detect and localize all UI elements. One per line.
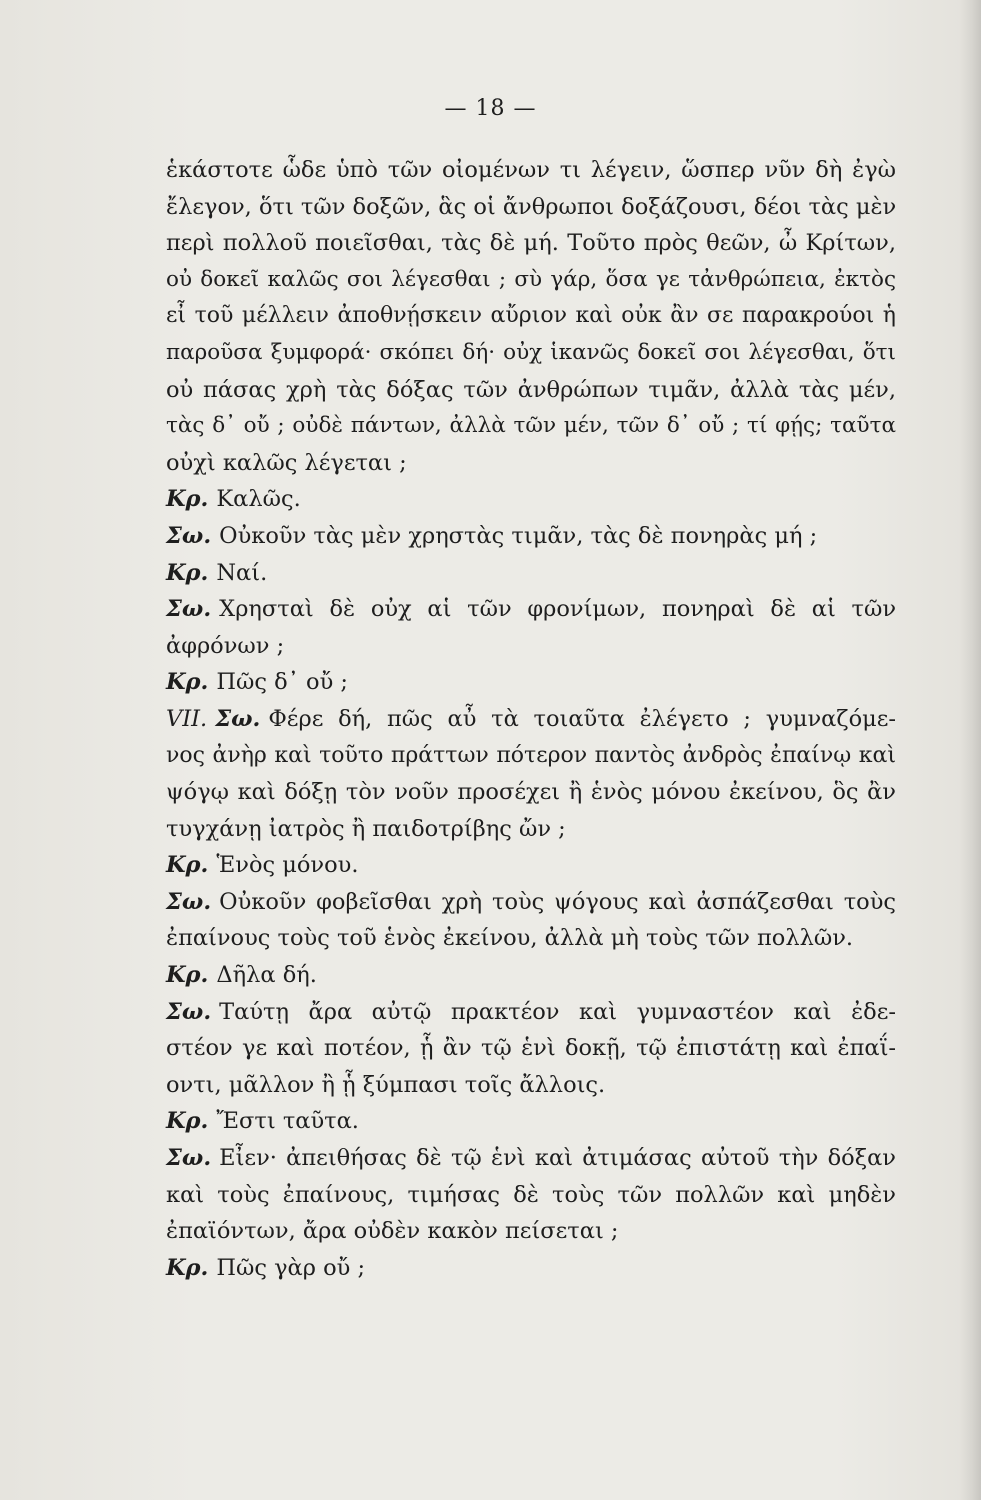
speaker-label: Κρ. xyxy=(166,559,209,586)
line-text: Δῆλα δή. xyxy=(216,962,317,989)
text-line xyxy=(166,994,896,1031)
line-text: Οὐκοῦν τὰς μὲν χρηστὰς τιμᾶν, τὰς δὲ πονηρὰς μή ; xyxy=(219,522,818,549)
line-text: Ἑνὸς μόνου. xyxy=(216,852,359,879)
text-line xyxy=(166,555,896,592)
text-line xyxy=(166,847,896,884)
chapter-number: VII. xyxy=(166,705,208,732)
text-line xyxy=(166,518,896,555)
line-text: Πῶς γὰρ οὔ ; xyxy=(216,1254,366,1281)
speaker-label: Κρ. xyxy=(166,669,209,696)
line-text: Ἔστι ταῦτα. xyxy=(216,1108,359,1135)
line-text: τὰς δ᾽ οὔ ; οὐδὲ πάντων, ἀλλὰ τῶν μέν, τῶν δ᾽ οὔ ; τί φῄς; ταῦτα xyxy=(166,413,896,439)
text-line xyxy=(166,481,896,518)
line-text: Ταύτῃ ἄρα αὐτῷ πρακτέον καὶ γυμναστέον καὶ ἐδε- xyxy=(219,998,896,1025)
line-text: ἑκάστοτε ὧδε ὑπὸ τῶν οἰομένων τι λέγειν, ὥσπερ νῦν δὴ ἐγὼ xyxy=(166,157,896,183)
speaker-label: Σω. xyxy=(166,998,212,1025)
text-line xyxy=(166,262,896,299)
line-text: παροῦσα ξυμφορά· σκόπει δή· οὐχ ἱκανῶς δοκεῖ σοι λέγεσθαι, ὅτι xyxy=(166,339,896,365)
line-text: Καλῶς. xyxy=(216,486,301,513)
page-edge-shadow xyxy=(959,0,981,1500)
line-text: οντι, μᾶλλον ἢ ᾗ ξύμπασι τοῖς ἄλλοις. xyxy=(166,1071,606,1098)
text-line xyxy=(166,1067,896,1104)
text-line xyxy=(166,1250,896,1287)
line-text: στέον γε καὶ ποτέον, ᾗ ἂν τῷ ἑνὶ δοκῇ, τῷ ἐπιστάτῃ καὶ ἐπαΐ- xyxy=(166,1035,896,1062)
text-line xyxy=(166,884,896,921)
speaker-label: Κρ. xyxy=(166,1254,209,1281)
text-line xyxy=(166,811,896,848)
speaker-label: Σω. xyxy=(166,1145,212,1172)
line-text: περὶ πολλοῦ ποιεῖσθαι, τὰς δὲ μή. Τοῦτο πρὸς θεῶν, ὦ Κρίτων, xyxy=(166,230,896,257)
text-line xyxy=(166,664,896,701)
speaker-label: Σω. xyxy=(166,522,212,549)
line-text: εἶ τοῦ μέλλειν ἀποθνῄσκειν αὔριον καὶ οὐκ ἂν σε παρακρούοι ἡ xyxy=(166,303,896,329)
text-line xyxy=(166,1213,896,1250)
line-text: καὶ τοὺς ἐπαίνους, τιμήσας δὲ τοὺς τῶν πολλῶν καὶ μηδὲν xyxy=(166,1181,896,1208)
dialogue-text xyxy=(166,152,896,1286)
line-text: οὐχὶ καλῶς λέγεται ; xyxy=(166,449,407,476)
text-line xyxy=(166,152,896,189)
line-text: Πῶς δ᾽ οὔ ; xyxy=(216,669,348,696)
line-text: οὐ δοκεῖ καλῶς σοι λέγεσθαι ; σὺ γάρ, ὅσα γε τἀνθρώπεια, ἐκτὸς xyxy=(166,266,896,292)
text-line xyxy=(166,1030,896,1067)
line-text: οὐ πάσας χρὴ τὰς δόξας τῶν ἀνθρώπων τιμᾶν, ἀλλὰ τὰς μέν, xyxy=(166,376,896,403)
text-line xyxy=(166,225,896,262)
line-text: ἐπαϊόντων, ἄρα οὐδὲν κακὸν πείσεται ; xyxy=(166,1218,619,1245)
speaker-label: Κρ. xyxy=(166,852,209,879)
line-text: ἔλεγον, ὅτι τῶν δοξῶν, ἃς οἱ ἄνθρωποι δοξάζουσι, δέοι τὰς μὲν xyxy=(166,193,897,220)
text-line xyxy=(166,408,896,445)
text-line xyxy=(166,591,896,628)
line-text: Ναί. xyxy=(216,559,268,586)
text-line xyxy=(166,628,896,665)
text-line xyxy=(166,298,896,335)
line-text: ἐπαίνους τοὺς τοῦ ἑνὸς ἐκείνου, ἀλλὰ μὴ τοὺς τῶν πολλῶν. xyxy=(166,925,854,952)
text-line xyxy=(166,335,896,372)
text-line xyxy=(166,701,896,738)
speaker-label: Κρ. xyxy=(166,486,209,513)
text-line xyxy=(166,1140,896,1177)
line-text: νος ἀνὴρ καὶ τοῦτο πράττων πότερον παντὸς ἀνδρὸς ἐπαίνῳ καὶ xyxy=(166,742,896,768)
line-text: Εἶεν· ἀπειθήσας δὲ τῷ ἑνὶ καὶ ἀτιμάσας αὐτοῦ τὴν δόξαν xyxy=(219,1145,896,1172)
line-text: ἀφρόνων ; xyxy=(166,632,285,659)
text-line xyxy=(166,372,896,409)
speaker-label: Κρ. xyxy=(166,962,209,989)
text-line xyxy=(166,1177,896,1214)
text-line xyxy=(166,189,896,226)
speaker-label: Σω. xyxy=(166,596,212,623)
text-line xyxy=(166,957,896,994)
text-line xyxy=(166,738,896,775)
line-text: τυγχάνῃ ἰατρὸς ἢ παιδοτρίβης ὤν ; xyxy=(166,815,566,842)
line-text: ψόγῳ καὶ δόξῃ τὸν νοῦν προσέχει ἢ ἑνὸς μόνου ἐκείνου, ὃς ἂν xyxy=(166,779,896,806)
text-line xyxy=(166,920,896,957)
text-line xyxy=(166,774,896,811)
speaker-label: Κρ. xyxy=(166,1108,209,1135)
text-line xyxy=(166,445,896,482)
text-line xyxy=(166,1103,896,1140)
speaker-label: Σω. xyxy=(166,888,212,915)
line-text: Οὐκοῦν φοβεῖσθαι χρὴ τοὺς ψόγους καὶ ἀσπάζεσθαι τοὺς xyxy=(219,888,896,915)
line-text: Φέρε δή, πῶς αὖ τὰ τοιαῦτα ἐλέγετο ; γυμναζόμε- xyxy=(268,705,896,732)
page-number: — 18 — xyxy=(444,96,537,121)
speaker-label: Σω. xyxy=(215,705,261,732)
line-text: Χρησταὶ δὲ οὐχ αἱ τῶν φρονίμων, πονηραὶ δὲ αἱ τῶν xyxy=(219,596,896,623)
